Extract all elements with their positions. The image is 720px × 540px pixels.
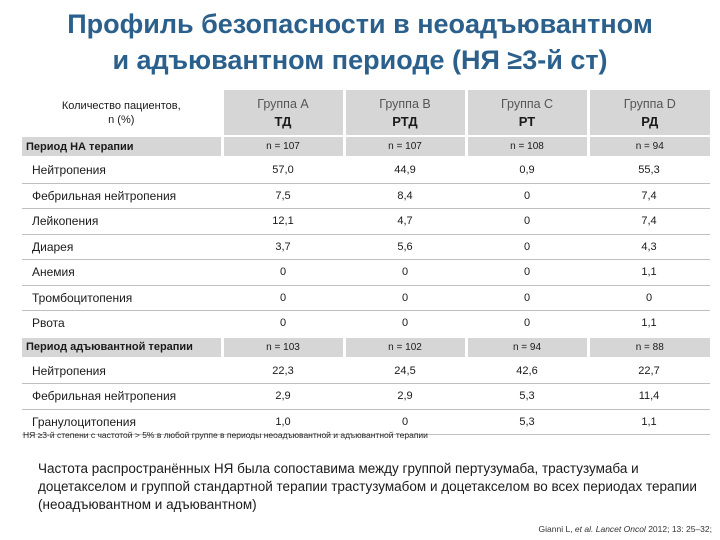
row-label: Гранулоцитопения (22, 409, 222, 435)
section-n: n = 94 (466, 337, 588, 358)
table-header-row (22, 90, 710, 136)
cell-value: 12,1 (222, 209, 344, 235)
row-label: Диарея (22, 234, 222, 260)
cell-value: 0 (344, 285, 466, 311)
row-label: Анемия (22, 260, 222, 286)
group-name: Группа А (257, 96, 309, 111)
cell-value: 0 (466, 311, 588, 337)
group-regimen: РТД (392, 113, 418, 129)
citation-authors: Gianni L, (538, 524, 575, 534)
section-n: n = 94 (588, 136, 710, 157)
table-row (22, 358, 710, 384)
citation (539, 524, 712, 534)
cell-value: 1,1 (588, 260, 710, 286)
cell-value: 0 (344, 311, 466, 337)
cell-value: 3,7 (222, 234, 344, 260)
section-header-adjuvant (22, 337, 710, 358)
table-row (22, 234, 710, 260)
section-n: n = 107 (344, 136, 466, 157)
citation-rest: 2012; 13: 25–32; (645, 524, 712, 534)
title-line-2: и адъювантном периоде (НЯ ≥3-й ст) (112, 45, 608, 75)
row-label: Нейтропения (22, 358, 222, 384)
cell-value: 5,3 (466, 409, 588, 435)
corner-header (22, 90, 222, 136)
cell-value: 1,1 (588, 409, 710, 435)
cell-value: 0 (466, 285, 588, 311)
title-line-1: Профиль безопасности в неоадъювантном (67, 9, 653, 39)
cell-value: 2,9 (344, 384, 466, 410)
cell-value: 1,1 (588, 311, 710, 337)
section-label: Период адъювантной терапии (22, 337, 222, 358)
cell-value: 0 (466, 209, 588, 235)
table-row (22, 209, 710, 235)
cell-value: 44,9 (344, 157, 466, 183)
cell-value: 8,4 (344, 183, 466, 209)
citation-etal: et al. (574, 524, 594, 534)
table-row (22, 157, 710, 183)
cell-value: 57,0 (222, 157, 344, 183)
cell-value: 42,6 (466, 358, 588, 384)
cell-value: 0 (222, 285, 344, 311)
summary-paragraph: Частота распространённых НЯ была сопоставима между группой пертузумаба, трастузумаба и доцетакселом и группой стандартной терапии трастузумабом и доцетакселом во всех периодах терапии (неоадъювантном и адъювантном) (38, 461, 697, 512)
cell-value: 0 (466, 234, 588, 260)
row-label: Фебрильная нейтропения (22, 384, 222, 410)
cell-value: 0 (466, 183, 588, 209)
cell-value: 22,7 (588, 358, 710, 384)
cell-value: 55,3 (588, 157, 710, 183)
cell-value: 5,3 (466, 384, 588, 410)
cell-value: 11,4 (588, 384, 710, 410)
safety-table (22, 90, 710, 435)
table-footnote: НЯ ≥3-й степени с частотой > 5% в любой группе в периоды неоадъювантной и адъювантной терапии (23, 430, 428, 440)
cell-value: 4,7 (344, 209, 466, 235)
group-header-b (344, 90, 466, 136)
row-label: Лейкопения (22, 209, 222, 235)
group-header-d (588, 90, 710, 136)
cell-value: 0 (344, 260, 466, 286)
table-row (22, 384, 710, 410)
group-regimen: ТД (274, 113, 292, 129)
section-n: n = 102 (344, 337, 466, 358)
section-n: n = 108 (466, 136, 588, 157)
cell-value: 22,3 (222, 358, 344, 384)
slide-title (0, 6, 720, 78)
section-n: n = 88 (588, 337, 710, 358)
cell-value: 24,5 (344, 358, 466, 384)
cell-value: 0 (588, 285, 710, 311)
corner-header-line-2: n (%) (108, 113, 135, 126)
cell-value: 7,4 (588, 183, 710, 209)
cell-value: 0 (222, 311, 344, 337)
section-header-neoadjuvant (22, 136, 710, 157)
cell-value: 7,4 (588, 209, 710, 235)
group-header-a (222, 90, 344, 136)
section-n: n = 107 (222, 136, 344, 157)
row-label: Рвота (22, 311, 222, 337)
table-row (22, 260, 710, 286)
group-name: Группа С (500, 96, 554, 111)
row-label: Тромбоцитопения (22, 285, 222, 311)
cell-value: 7,5 (222, 183, 344, 209)
citation-journal: Lancet Oncol (595, 524, 646, 534)
cell-value: 0 (466, 260, 588, 286)
cell-value: 4,3 (588, 234, 710, 260)
group-regimen: РД (641, 113, 659, 129)
row-label: Фебрильная нейтропения (22, 183, 222, 209)
section-n: n = 103 (222, 337, 344, 358)
cell-value: 1,0 (222, 409, 344, 435)
cell-value: 2,9 (222, 384, 344, 410)
cell-value: 0 (344, 409, 466, 435)
cell-value: 5,6 (344, 234, 466, 260)
group-name: Группа D (623, 96, 676, 111)
cell-value: 0 (222, 260, 344, 286)
table-row (22, 183, 710, 209)
section-label: Период НА терапии (22, 136, 222, 157)
cell-value: 0,9 (466, 157, 588, 183)
corner-header-line-1: Количество пациентов, (61, 99, 181, 112)
row-label: Нейтропения (22, 157, 222, 183)
group-header-c (466, 90, 588, 136)
group-regimen: РТ (518, 113, 536, 129)
table-row (22, 285, 710, 311)
table-row (22, 311, 710, 337)
group-name: Группа В (379, 96, 431, 111)
